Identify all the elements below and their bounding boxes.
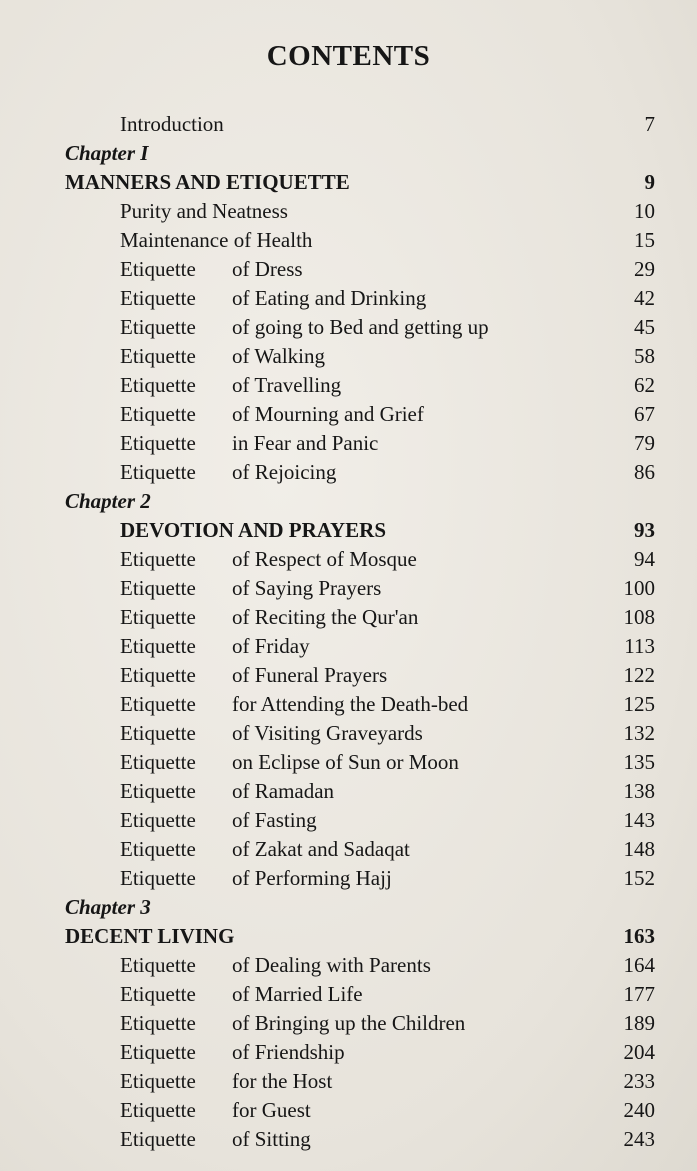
page-number: 148 xyxy=(623,837,655,861)
toc-entry xyxy=(0,110,697,139)
page-number: 122 xyxy=(623,663,655,687)
entry-prefix: Etiquette xyxy=(120,1127,196,1151)
page-number: 29 xyxy=(634,257,655,281)
toc-entry xyxy=(0,864,697,893)
entry-label: of Saying Prayers xyxy=(232,576,382,600)
entry-label: of Sitting xyxy=(232,1127,311,1151)
page-number: 189 xyxy=(623,1011,655,1035)
toc-entry xyxy=(0,1067,697,1096)
toc-entry xyxy=(0,574,697,603)
section-heading xyxy=(0,168,697,197)
entry-label: for Attending the Death-bed xyxy=(232,692,469,716)
entry-label: for Guest xyxy=(232,1098,311,1122)
entry-title xyxy=(120,1038,345,1067)
toc-entry xyxy=(0,719,697,748)
entry-title xyxy=(120,458,336,487)
page-number: 243 xyxy=(623,1127,655,1151)
toc-entry xyxy=(0,603,697,632)
toc-entry xyxy=(0,835,697,864)
toc-entry xyxy=(0,284,697,313)
toc-entry xyxy=(0,632,697,661)
page-number: 138 xyxy=(623,779,655,803)
page-number: 177 xyxy=(623,982,655,1006)
entry-label: Chapter 2 xyxy=(65,489,151,513)
entry-label: of Walking xyxy=(232,344,325,368)
page-title: CONTENTS xyxy=(266,40,431,72)
toc-entry xyxy=(0,255,697,284)
entry-prefix: Etiquette xyxy=(120,721,196,745)
page-number: 233 xyxy=(623,1069,655,1093)
toc-entry xyxy=(0,980,697,1009)
toc-entry xyxy=(0,690,697,719)
page-number: 125 xyxy=(623,692,655,716)
page-number: 7 xyxy=(644,112,655,136)
entry-title xyxy=(120,197,288,226)
entry-prefix: Etiquette xyxy=(120,344,196,368)
toc-entry xyxy=(0,1096,697,1125)
page-number: 108 xyxy=(623,605,655,629)
page-number: 132 xyxy=(623,721,655,745)
entry-title xyxy=(120,835,410,864)
entry-title xyxy=(120,603,418,632)
toc-entry xyxy=(0,400,697,429)
entry-prefix: Etiquette xyxy=(120,605,196,629)
entry-label: of Visiting Graveyards xyxy=(232,721,423,745)
entry-label: of Ramadan xyxy=(232,779,335,803)
entry-prefix: Etiquette xyxy=(120,547,196,571)
toc-entry xyxy=(0,661,697,690)
entry-label: of Dress xyxy=(232,257,303,281)
page-number: 58 xyxy=(634,344,655,368)
toc-entry xyxy=(0,429,697,458)
toc-entry xyxy=(0,1038,697,1067)
entry-label: of Respect of Mosque xyxy=(232,547,417,571)
entry-title xyxy=(120,690,468,719)
page-number: 79 xyxy=(634,431,655,455)
toc-entry xyxy=(0,1125,697,1154)
page-number: 45 xyxy=(634,315,655,339)
toc-entry xyxy=(0,313,697,342)
entry-title xyxy=(120,110,224,139)
entry-label: Maintenance of Health xyxy=(120,228,313,252)
entry-prefix: Etiquette xyxy=(120,663,196,687)
entry-label: in Fear and Panic xyxy=(232,431,379,455)
entry-title xyxy=(65,168,350,197)
entry-label: DEVOTION AND PRAYERS xyxy=(120,518,387,542)
entry-prefix: Etiquette xyxy=(120,257,196,281)
entry-label: Introduction xyxy=(120,112,224,136)
toc-entry xyxy=(0,748,697,777)
entry-label: of Friday xyxy=(232,634,310,658)
entry-label: MANNERS AND ETIQUETTE xyxy=(65,170,350,194)
entry-title xyxy=(120,545,417,574)
entry-label: of Bringing up the Children xyxy=(232,1011,466,1035)
entry-label: of Dealing with Parents xyxy=(232,953,431,977)
entry-prefix: Etiquette xyxy=(120,808,196,832)
entry-label: for the Host xyxy=(232,1069,333,1093)
entry-title xyxy=(120,371,341,400)
entry-title xyxy=(120,1067,332,1096)
entry-title xyxy=(120,661,387,690)
entry-title xyxy=(120,806,317,835)
toc-entry xyxy=(0,545,697,574)
toc-entry xyxy=(0,806,697,835)
page-number: 93 xyxy=(634,518,655,542)
page-number: 152 xyxy=(623,866,655,890)
entry-title xyxy=(120,284,426,313)
entry-title xyxy=(120,864,392,893)
page-number: 94 xyxy=(634,547,655,571)
page-number: 113 xyxy=(624,634,655,658)
section-heading xyxy=(0,922,697,951)
entry-title xyxy=(120,1125,311,1154)
entry-prefix: Etiquette xyxy=(120,866,196,890)
chapter-heading xyxy=(0,487,697,516)
entry-prefix: Etiquette xyxy=(120,953,196,977)
entry-label: of Travelling xyxy=(232,373,342,397)
entry-label: DECENT LIVING xyxy=(65,924,235,948)
entry-label: Chapter 3 xyxy=(65,895,151,919)
entry-prefix: Etiquette xyxy=(120,634,196,658)
toc-entry xyxy=(0,226,697,255)
chapter-heading xyxy=(0,139,697,168)
entry-prefix: Etiquette xyxy=(120,460,196,484)
toc-entry xyxy=(0,777,697,806)
entry-label: of Funeral Prayers xyxy=(232,663,388,687)
entry-prefix: Etiquette xyxy=(120,750,196,774)
entry-title xyxy=(120,255,303,284)
toc-entry xyxy=(0,458,697,487)
entry-title xyxy=(120,226,312,255)
entry-title xyxy=(120,574,381,603)
entry-title xyxy=(120,632,310,661)
entry-title xyxy=(120,400,424,429)
entry-prefix: Etiquette xyxy=(120,837,196,861)
entry-prefix: Etiquette xyxy=(120,576,196,600)
entry-prefix: Etiquette xyxy=(120,1040,196,1064)
page-number: 135 xyxy=(623,750,655,774)
entry-title xyxy=(65,922,234,951)
page-number: 143 xyxy=(623,808,655,832)
toc-entry xyxy=(0,197,697,226)
entry-title xyxy=(120,951,431,980)
entry-prefix: Etiquette xyxy=(120,1069,196,1093)
entry-prefix: Etiquette xyxy=(120,373,196,397)
entry-title xyxy=(120,313,489,342)
page-number: 164 xyxy=(623,953,655,977)
toc-entry xyxy=(0,342,697,371)
entry-title xyxy=(120,719,423,748)
entry-prefix: Etiquette xyxy=(120,779,196,803)
page-number: 9 xyxy=(644,170,655,194)
entry-prefix: Etiquette xyxy=(120,402,196,426)
entry-title xyxy=(120,516,386,545)
entry-label: of Performing Hajj xyxy=(232,866,392,890)
entry-title xyxy=(120,342,325,371)
toc-entry xyxy=(0,951,697,980)
page-number: 204 xyxy=(623,1040,655,1064)
entry-label: of Eating and Drinking xyxy=(232,286,427,310)
entry-label: of Friendship xyxy=(232,1040,345,1064)
toc-entry xyxy=(0,1009,697,1038)
entry-prefix: Etiquette xyxy=(120,692,196,716)
toc-entry xyxy=(0,516,697,545)
entry-label: Chapter I xyxy=(65,141,149,165)
page-number: 163 xyxy=(623,924,655,948)
entry-prefix: Etiquette xyxy=(120,982,196,1006)
entry-label: of Fasting xyxy=(232,808,317,832)
entry-label: Purity and Neatness xyxy=(120,199,288,223)
table-of-contents xyxy=(0,110,697,1154)
entry-prefix: Etiquette xyxy=(120,315,196,339)
entry-title xyxy=(65,139,148,168)
entry-prefix: Etiquette xyxy=(120,1098,196,1122)
entry-title xyxy=(120,1009,465,1038)
entry-title xyxy=(120,980,363,1009)
entry-prefix: Etiquette xyxy=(120,1011,196,1035)
entry-label: of Zakat and Sadaqat xyxy=(232,837,410,861)
chapter-heading xyxy=(0,893,697,922)
entry-title xyxy=(120,748,459,777)
entry-title xyxy=(65,487,151,516)
page-number: 62 xyxy=(634,373,655,397)
entry-label: of Mourning and Grief xyxy=(232,402,424,426)
entry-label: on Eclipse of Sun or Moon xyxy=(232,750,459,774)
entry-title xyxy=(120,429,378,458)
entry-label: of going to Bed and getting up xyxy=(232,315,489,339)
entry-label: of Rejoicing xyxy=(232,460,337,484)
entry-title xyxy=(120,1096,311,1125)
entry-label: of Reciting the Qur'an xyxy=(232,605,419,629)
page-number: 240 xyxy=(623,1098,655,1122)
entry-title xyxy=(120,777,334,806)
page-number: 67 xyxy=(634,402,655,426)
page-number: 86 xyxy=(634,460,655,484)
entry-prefix: Etiquette xyxy=(120,286,196,310)
page-number: 42 xyxy=(634,286,655,310)
entry-label: of Married Life xyxy=(232,982,363,1006)
entry-prefix: Etiquette xyxy=(120,431,196,455)
page-number: 100 xyxy=(623,576,655,600)
page-number: 15 xyxy=(634,228,655,252)
toc-entry xyxy=(0,371,697,400)
entry-title xyxy=(65,893,151,922)
page-number: 10 xyxy=(634,199,655,223)
